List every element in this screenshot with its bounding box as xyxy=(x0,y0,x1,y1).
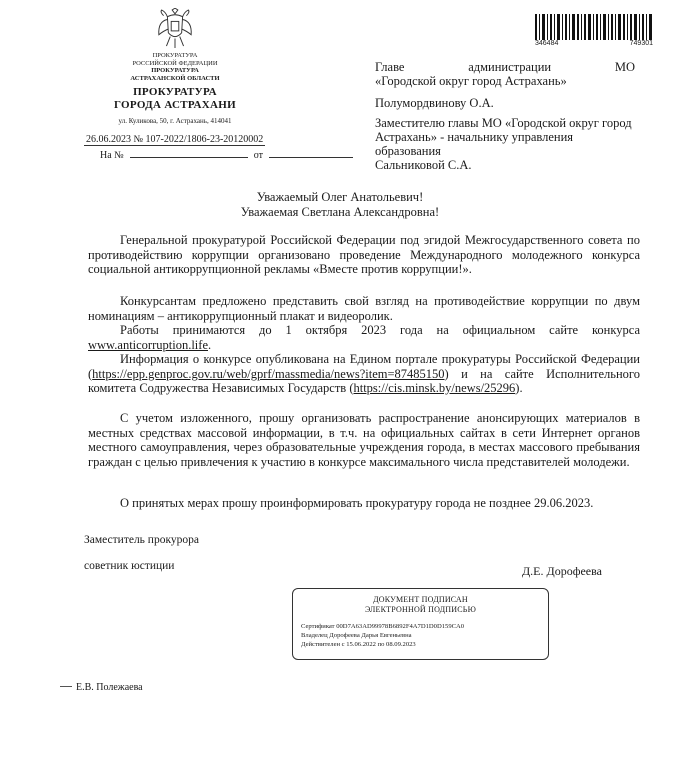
paragraph-text xyxy=(88,323,640,352)
body-paragraph xyxy=(88,323,640,352)
on-no-label: На № xyxy=(100,150,124,161)
on-no-blank xyxy=(130,157,248,158)
stamp-owner: Владелец Дорофеева Дарья Евгеньевна xyxy=(301,632,412,639)
stamp-validity: Действителен с 15.06.2022 по 08.09.2023 xyxy=(301,641,416,648)
sender-address: ул. Куликова, 50, г. Астрахань, 414041 xyxy=(118,117,232,125)
sender-small-line: РОССИЙСКОЙ ФЕДЕРАЦИИ xyxy=(132,59,218,67)
sender-block xyxy=(70,8,280,125)
recipient-2-title: Заместителю главы МО «Городской округ город Астрахань» - начальнику управления образования xyxy=(375,116,632,158)
recipient-1-name: Полумордвинову О.А. xyxy=(375,96,494,110)
sender-small-line: ПРОКУРАТУРА xyxy=(152,52,198,59)
registration-number: 26.06.2023 № 107-2022/1806-23-20120002 xyxy=(86,134,264,145)
paragraph-text-part: ) и на сайте Исполнительного комитета Содружества Независимых Государств ( xyxy=(88,366,640,395)
paragraph-text-part: . xyxy=(208,337,212,352)
from-blank xyxy=(269,157,353,158)
paragraph-text: О принятых мерах прошу проинформировать прокуратуру города не позднее 29.06.2023. xyxy=(120,496,594,510)
paragraph-text: Генеральной прокуратурой Российской Федерации под эгидой Межгосударственного совета по противодействию коррупции организовано проведение Международного молодежного конкурса социальной антикоррупционной рекламы «Вместе против коррупции!». xyxy=(88,233,640,276)
stamp-certificate: Сертификат 00D7A63AD99978B6892F4A7D1D0D159CA0 xyxy=(301,623,465,630)
paragraph-text-part: ). xyxy=(515,381,523,395)
stamp-title-1: ДОКУМЕНТ ПОДПИСАН xyxy=(373,595,468,604)
genproc-news-link[interactable]: https://epp.genproc.gov.ru/web/gprf/massmedia/news?item=87485150 xyxy=(92,366,445,381)
body-paragraph xyxy=(88,411,640,469)
body-paragraph xyxy=(88,233,640,277)
recipient-1-title-cont: «Городской округ город Астрахань» xyxy=(375,74,567,88)
executor-dash xyxy=(60,686,72,687)
signer-rank: советник юстиции xyxy=(84,560,175,572)
sender-name-line1: ПРОКУРАТУРА xyxy=(133,86,217,98)
sender-small-line: ПРОКУРАТУРА xyxy=(151,67,199,74)
sender-small-line: АСТРАХАНСКОЙ ОБЛАСТИ xyxy=(130,74,220,82)
barcode-numbers xyxy=(535,40,653,47)
greeting-line-1: Уважаемый Олег Анатольевич! xyxy=(256,190,424,204)
paragraph-text: Конкурсантам предложено представить свой взгляд на противодействие коррупции по двум номинациям – антикоррупционный плакат и видеоролик. xyxy=(88,294,640,323)
greeting-line-2: Уважаемая Светлана Александровна! xyxy=(240,205,440,219)
paragraph-text-part: Работы принимаются до 1 октября 2023 года на официальном сайте конкурса xyxy=(120,323,640,337)
barcode-number-right: 749301 xyxy=(629,40,653,47)
recipient-2-name: Сальниковой С.А. xyxy=(375,158,472,172)
contest-website-link[interactable]: www.anticorruption.life xyxy=(88,337,208,352)
barcode-number-left: 346484 xyxy=(535,40,559,47)
barcode-icon xyxy=(535,14,653,40)
sender-name-line2: ГОРОДА АСТРАХАНИ xyxy=(114,99,236,111)
signer-name: Д.Е. Дорофеева xyxy=(522,564,602,578)
body-paragraph xyxy=(88,294,640,323)
paragraph-text-part: Информация о конкурсе опубликована на Едином портале прокуратуры Российской Федерации ( xyxy=(88,352,640,381)
electronic-signature-stamp xyxy=(292,588,549,660)
executor-name: Е.В. Полежаева xyxy=(76,682,143,693)
russian-coat-of-arms-icon xyxy=(156,8,194,50)
stamp-title-2: ЭЛЕКТРОННОЙ ПОДПИСЬЮ xyxy=(364,605,477,614)
signer-position: Заместитель прокурора xyxy=(84,534,199,546)
body-paragraph xyxy=(88,496,640,511)
paragraph-text: С учетом изложенного, прошу организовать распространение анонсирующих материалов в местных средствах массовой информации, в т.ч. на официальных сайтах в сети Интернет органов местного самоуправления, через образовательные учреждения города, в местах массового пребывания граждан с целью привлечения к участию в конкурсе максимального числа представителей молодежи. xyxy=(88,411,640,469)
reference-line xyxy=(100,150,353,161)
cis-news-link[interactable]: https://cis.minsk.by/news/25296 xyxy=(353,381,516,395)
recipient-1-title: Главе администрации МО xyxy=(375,60,635,74)
from-label: от xyxy=(253,150,263,161)
paragraph-text xyxy=(88,352,640,396)
body-paragraph xyxy=(88,352,640,396)
